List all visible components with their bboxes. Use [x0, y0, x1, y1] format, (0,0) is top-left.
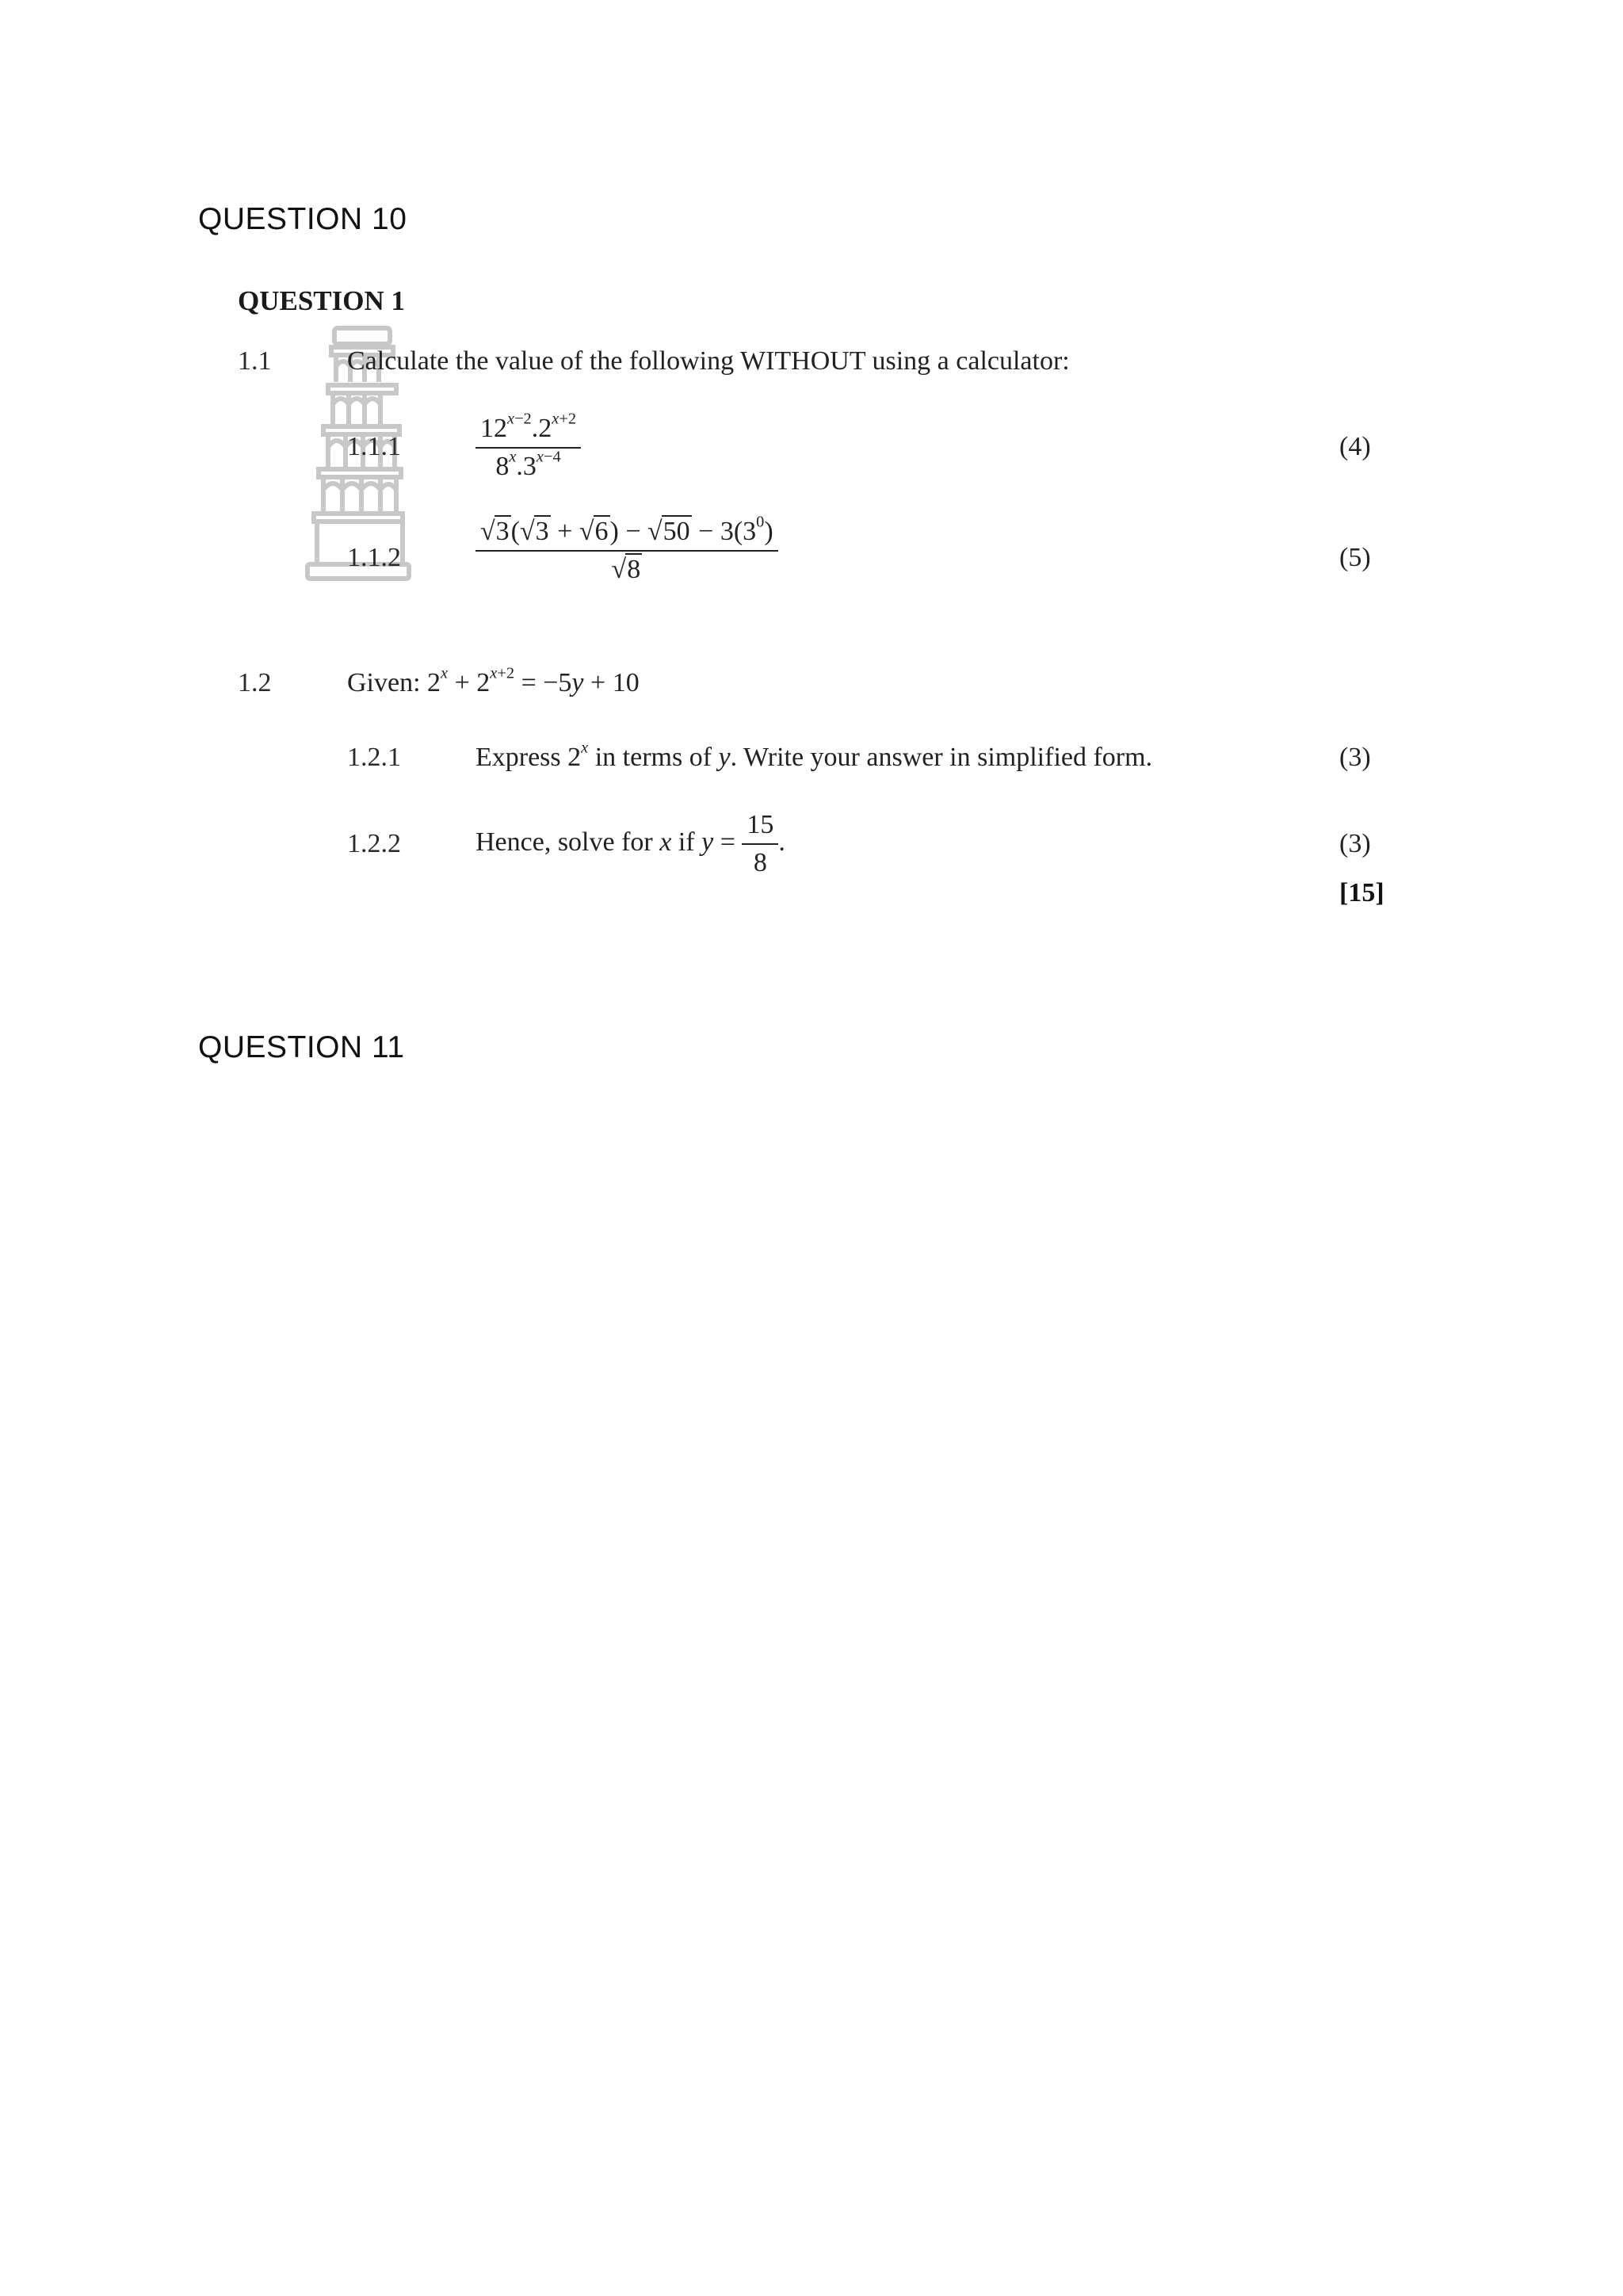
item-text: Express 2$^x$ in terms of y. Write your answer in simplified form. — [475, 739, 1153, 772]
marks: (3) — [1339, 743, 1371, 772]
fraction-expression: $\frac{12^{x-2}.2^{x+2}}{8^x.3^{x-4}}$ — [475, 414, 581, 482]
marks: (3) — [1339, 829, 1371, 858]
total-marks: [15] — [1339, 878, 1384, 907]
question-10-heading: QUESTION 10 — [198, 202, 407, 236]
item-number: 1.2.1 — [347, 743, 401, 772]
item-number: 1.2 — [238, 668, 272, 697]
marks: (5) — [1339, 543, 1371, 572]
given-statement: Given: $2^x + 2^{x+2} = -5y + 10$ — [347, 664, 640, 697]
marks: (4) — [1339, 432, 1371, 461]
item-number: 1.1 — [238, 346, 272, 376]
question-11-heading: QUESTION 11 — [198, 1030, 405, 1064]
item-number: 1.1.1 — [347, 432, 401, 461]
item-text: Hence, solve for x if y = $\frac{15}{8}$ . — [475, 810, 785, 877]
question-title: QUESTION 1 — [238, 285, 406, 316]
fraction-expression: $\frac{√3(√3 + √6) - √50 - 3(3^0)}{√8}$ — [475, 517, 778, 585]
given-label: Given: — [347, 668, 421, 697]
item-number: 1.2.2 — [347, 829, 401, 858]
item-text: Calculate the value of the following WITHOUT using a calculator: — [347, 346, 1070, 376]
item-number: 1.1.2 — [347, 543, 401, 572]
